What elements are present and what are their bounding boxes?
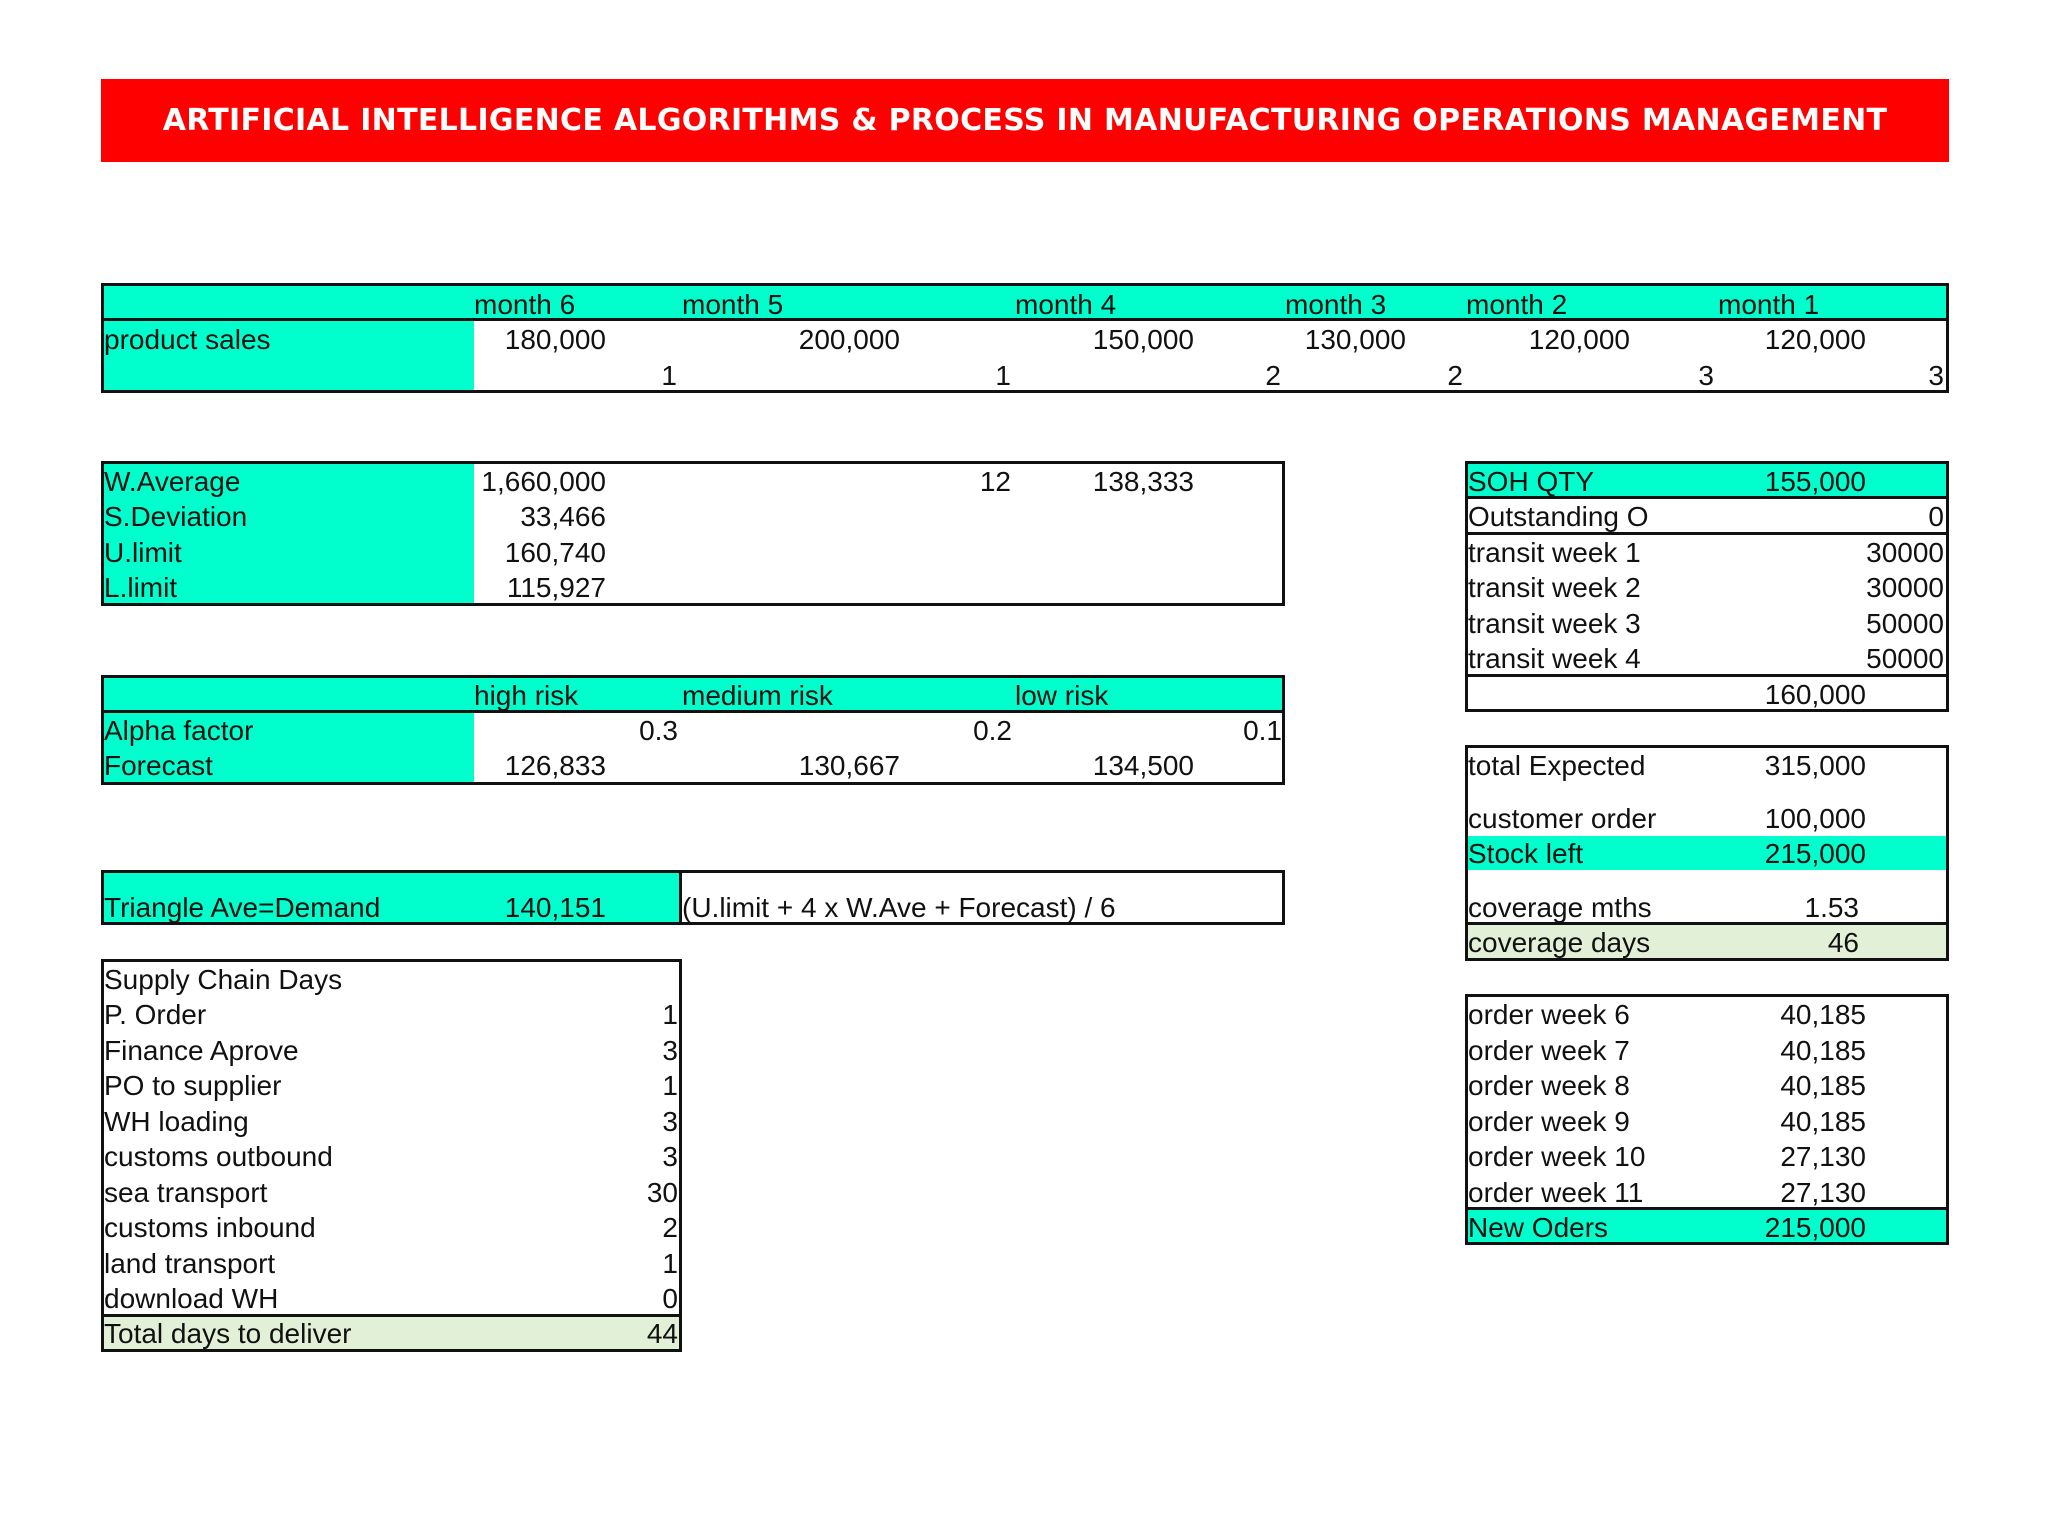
supply-chain-step: customs inbound xyxy=(104,1212,316,1243)
supply-chain-days: 3 xyxy=(662,1035,678,1066)
supply-chain-days: 1 xyxy=(662,1070,678,1101)
order-week-label: order week 9 xyxy=(1468,1106,1630,1137)
supply-chain-days: 2 xyxy=(662,1212,678,1243)
total-days-value: 44 xyxy=(646,1318,678,1349)
stats-value: 33,466 xyxy=(520,501,606,532)
supply-chain-days: 0 xyxy=(662,1283,678,1314)
weight-value: 3 xyxy=(1698,360,1714,391)
stock-left-value: 215,000 xyxy=(1764,838,1866,869)
forecast-value: 134,500 xyxy=(1092,750,1194,781)
divisor-value: 12 xyxy=(979,466,1011,497)
triangle-value: 140,151 xyxy=(504,892,606,923)
coverage-mths-label: coverage mths xyxy=(1468,892,1652,923)
supply-chain-step: sea transport xyxy=(104,1177,268,1208)
supply-chain-days: 30 xyxy=(646,1177,678,1208)
stats-value: 160,740 xyxy=(504,537,606,568)
weight-value: 3 xyxy=(1928,360,1944,391)
sales-value: 120,000 xyxy=(1528,324,1630,355)
alpha-factor-label: Alpha factor xyxy=(104,715,254,746)
order-week-label: order week 8 xyxy=(1468,1070,1630,1101)
supply-chain-days: 3 xyxy=(662,1141,678,1172)
sales-value: 120,000 xyxy=(1764,324,1866,355)
transit-value: 50000 xyxy=(1866,643,1944,674)
order-week-label: order week 10 xyxy=(1468,1141,1646,1172)
stats-label: U.limit xyxy=(104,537,182,568)
order-week-value: 40,185 xyxy=(1780,1070,1866,1101)
outstanding-label: Outstanding O xyxy=(1468,501,1649,532)
triangle-label: Triangle Ave=Demand xyxy=(104,892,381,923)
sales-value: 150,000 xyxy=(1092,324,1194,355)
forecast-label: Forecast xyxy=(104,750,213,781)
customer-order-value: 100,000 xyxy=(1764,803,1866,834)
month-header: month 1 xyxy=(1718,289,1820,320)
product-sales-label: product sales xyxy=(104,324,271,355)
month-header: month 5 xyxy=(682,289,784,320)
month-header: month 3 xyxy=(1285,289,1387,320)
supply-chain-step: P. Order xyxy=(104,999,207,1030)
total-days-label: Total days to deliver xyxy=(104,1318,352,1349)
coverage-days-value: 46 xyxy=(1827,927,1859,958)
transit-label: transit week 3 xyxy=(1468,608,1641,639)
supply-chain-days: 1 xyxy=(662,999,678,1030)
supply-chain-step: Finance Aprove xyxy=(104,1035,299,1066)
stats-value: 115,927 xyxy=(506,572,606,603)
soh-label: SOH QTY xyxy=(1468,466,1595,497)
alpha-value: 0.2 xyxy=(973,715,1012,746)
weight-value: 2 xyxy=(1447,360,1463,391)
coverage-mths-value: 1.53 xyxy=(1804,892,1859,923)
order-week-label: order week 7 xyxy=(1468,1035,1630,1066)
coverage-days-label: coverage days xyxy=(1468,927,1651,958)
stats-label: S.Deviation xyxy=(104,501,248,532)
new-orders-label: New Oders xyxy=(1468,1212,1609,1243)
supply-chain-step: customs outbound xyxy=(104,1141,333,1172)
sales-value: 200,000 xyxy=(798,324,900,355)
page-title: ARTIFICIAL INTELLIGENCE ALGORITHMS & PROCESS IN MANUFACTURING OPERATIONS MANAGEMENT xyxy=(162,103,1888,138)
order-week-value: 27,130 xyxy=(1780,1177,1866,1208)
forecast-value: 130,667 xyxy=(798,750,900,781)
alpha-value: 0.1 xyxy=(1243,715,1282,746)
order-week-value: 40,185 xyxy=(1780,1106,1866,1137)
supply-chain-title: Supply Chain Days xyxy=(104,964,343,995)
supply-chain-step: download WH xyxy=(104,1283,279,1314)
total-expected-label: total Expected xyxy=(1468,750,1646,781)
risk-header: high risk xyxy=(474,680,579,711)
outstanding-value: 0 xyxy=(1928,501,1944,532)
transit-label: transit week 4 xyxy=(1468,643,1641,674)
total-expected-value: 315,000 xyxy=(1764,750,1866,781)
weight-value: 2 xyxy=(1265,360,1281,391)
transit-value: 30000 xyxy=(1866,537,1944,568)
stats-label: L.limit xyxy=(104,572,178,603)
forecast-value: 126,833 xyxy=(504,750,606,781)
supply-chain-step: WH loading xyxy=(104,1106,249,1137)
order-week-value: 27,130 xyxy=(1780,1141,1866,1172)
month-header: month 4 xyxy=(1015,289,1117,320)
stock-left-label: Stock left xyxy=(1468,838,1584,869)
supply-chain-step: PO to supplier xyxy=(104,1070,282,1101)
weighted-result: 138,333 xyxy=(1092,466,1194,497)
sales-value: 130,000 xyxy=(1304,324,1406,355)
stats-value: 1,660,000 xyxy=(481,466,606,497)
weight-value: 1 xyxy=(661,360,677,391)
order-week-value: 40,185 xyxy=(1780,1035,1866,1066)
supply-chain-days: 1 xyxy=(662,1248,678,1279)
transit-value: 30000 xyxy=(1866,572,1944,603)
supply-chain-days: 3 xyxy=(662,1106,678,1137)
transit-total: 160,000 xyxy=(1764,679,1866,710)
order-week-value: 40,185 xyxy=(1780,999,1866,1030)
new-orders-value: 215,000 xyxy=(1764,1212,1866,1243)
month-header: month 2 xyxy=(1466,289,1568,320)
weight-value: 1 xyxy=(995,360,1011,391)
triangle-formula: (U.limit + 4 x W.Ave + Forecast) / 6 xyxy=(682,892,1116,923)
alpha-value: 0.3 xyxy=(639,715,678,746)
order-week-label: order week 11 xyxy=(1468,1177,1644,1208)
sales-value: 180,000 xyxy=(504,324,606,355)
risk-header: medium risk xyxy=(682,680,833,711)
page-title-banner xyxy=(101,79,1949,162)
transit-label: transit week 1 xyxy=(1468,537,1641,568)
stats-label: W.Average xyxy=(104,466,241,497)
transit-value: 50000 xyxy=(1866,608,1944,639)
transit-label: transit week 2 xyxy=(1468,572,1641,603)
month-header: month 6 xyxy=(474,289,576,320)
supply-chain-step: land transport xyxy=(104,1248,276,1279)
soh-value: 155,000 xyxy=(1764,466,1866,497)
customer-order-label: customer order xyxy=(1468,803,1657,834)
risk-header: low risk xyxy=(1015,680,1109,711)
order-week-label: order week 6 xyxy=(1468,999,1630,1030)
